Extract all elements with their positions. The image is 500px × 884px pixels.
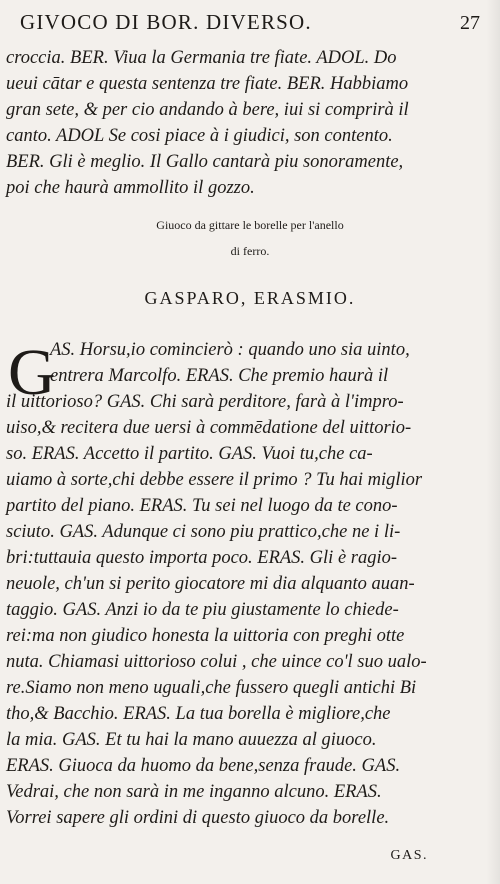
text-line: partito del piano. ERAS. Tu sei nel luogo da te cono-: [6, 496, 398, 516]
text-line: sciuto. GAS. Adunque ci sono piu prattico,che ne i li-: [6, 522, 401, 542]
text-line: nuta. Chiamasi uittorioso colui , che uince co'l suo ualo-: [6, 652, 427, 672]
running-title: GIVOCO DI BOR. DIVERSO.: [20, 10, 312, 34]
text-line: tho,& Bacchio. ERAS. La tua borella è migliore,che: [6, 704, 391, 724]
text-line: il uittorioso? GAS. Chi sarà perditore, farà à l'impro-: [6, 392, 404, 412]
text-line: Vedrai, che non sarà in me inganno alcuno. ERAS.: [6, 782, 382, 802]
text-line: bri:tuttauia questo importa poco. ERAS. Gli è ragio-: [6, 548, 398, 568]
text-line: la mia. GAS. Et tu hai la mano auuezza al giuoco.: [6, 730, 377, 750]
text-line: BER. Gli è meglio. Il Gallo cantarà piu sonoramente,: [6, 152, 404, 172]
text-line: AS. Horsu,io comincierò : quando uno sia uinto,: [50, 340, 410, 360]
section-title-line: di ferro.: [230, 244, 270, 258]
text-line: taggio. GAS. Anzi io da te piu giustamente lo chiede-: [6, 600, 399, 620]
text-line: ueui cātar e questa sentenza tre fiate. BER. Habbiamo: [6, 74, 409, 94]
drop-cap: G: [8, 336, 56, 409]
text-line: canto. ADOL Se cosi piace à i giudici, son contento.: [6, 126, 393, 146]
catchword: GAS.: [390, 848, 428, 863]
page-edge-shadow: [486, 0, 500, 884]
text-line: ERAS. Giuoca da huomo da bene,senza fraude. GAS.: [6, 756, 401, 776]
running-header: [20, 10, 480, 40]
text-line: neuole, ch'un si perito giocatore mi dia alquanto auan-: [6, 574, 415, 594]
text-line: uiso,& recitera due uersi à commēdatione del uittorio-: [6, 418, 412, 438]
text-line: entrera Marcolfo. ERAS. Che premio haurà il: [50, 366, 389, 386]
text-line: poi che haurà ammollito il gozzo.: [6, 178, 255, 198]
section-title-line: Giuoco da gittare le borelle per l'anello: [156, 218, 344, 232]
speakers-heading: GASPARO, ERASMIO.: [144, 288, 356, 308]
text-line: gran sete, & per cio andando à bere, iui si comprirà il: [6, 100, 409, 120]
text-line: uiamo à sorte,chi debbe essere il primo ? Tu hai miglior: [6, 470, 423, 490]
text-line: Vorrei sapere gli ordini di questo giuoco da borelle.: [6, 808, 390, 828]
text-line: so. ERAS. Accetto il partito. GAS. Vuoi tu,che ca-: [6, 444, 373, 464]
page-number: 27: [460, 12, 480, 34]
text-line: rei:ma non giudico honesta la uittoria con preghi otte: [6, 626, 405, 646]
text-line: croccia. BER. Viua la Germania tre fiate. ADOL. Do: [6, 48, 397, 68]
text-line: re.Siamo non meno uguali,che fussero quegli antichi Bi: [6, 678, 417, 698]
